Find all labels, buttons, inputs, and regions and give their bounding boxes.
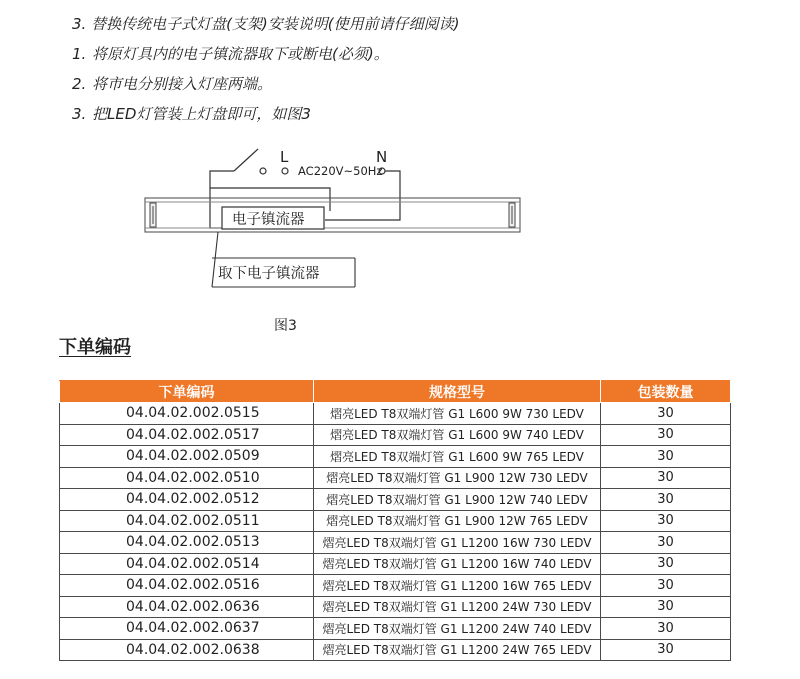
cell-spec: 熠亮LED T8双端灯管 G1 L600 9W 765 LEDV: [314, 446, 601, 468]
cell-qty: 30: [601, 403, 731, 425]
table-row: [60, 532, 731, 554]
table-row: [60, 467, 731, 489]
step-text: 把LED灯管装上灯盘即可，如图3: [92, 105, 311, 123]
installation-instructions: [72, 14, 460, 124]
cell-spec: 熠亮LED T8双端灯管 G1 L600 9W 740 LEDV: [314, 424, 601, 446]
cell-qty: 30: [601, 553, 731, 575]
cell-spec: 熠亮LED T8双端灯管 G1 L900 12W 730 LEDV: [314, 467, 601, 489]
callout-label: 取下电子镇流器: [218, 266, 320, 282]
instruction-step-3: [72, 104, 460, 124]
step-number: 3.: [72, 105, 87, 123]
cell-spec: 熠亮LED T8双端灯管 G1 L1200 16W 765 LEDV: [314, 575, 601, 597]
table-row: [60, 489, 731, 511]
figure-caption: 图3: [274, 318, 297, 334]
header-qty: 包装数量: [601, 381, 731, 403]
instruction-steps: [72, 44, 460, 124]
table-row: [60, 596, 731, 618]
label-n: N: [376, 148, 388, 166]
header-order-code: 下单编码: [60, 381, 314, 403]
cell-order-code: 04.04.02.002.0637: [60, 618, 314, 640]
table-row: [60, 510, 731, 532]
table-row: [60, 575, 731, 597]
step-number: 1.: [72, 45, 87, 63]
voltage-label: AC220V~50Hz: [298, 164, 383, 178]
cell-qty: 30: [601, 510, 731, 532]
cell-order-code: 04.04.02.002.0517: [60, 424, 314, 446]
cell-qty: 30: [601, 446, 731, 468]
table-row: [60, 446, 731, 468]
wiring-diagram: [140, 140, 530, 300]
cell-order-code: 04.04.02.002.0510: [60, 467, 314, 489]
cell-order-code: 04.04.02.002.0509: [60, 446, 314, 468]
cell-order-code: 04.04.02.002.0512: [60, 489, 314, 511]
table-row: [60, 403, 731, 425]
cell-qty: 30: [601, 618, 731, 640]
cell-order-code: 04.04.02.002.0513: [60, 532, 314, 554]
cell-spec: 熠亮LED T8双端灯管 G1 L900 12W 740 LEDV: [314, 489, 601, 511]
cell-spec: 熠亮LED T8双端灯管 G1 L1200 24W 765 LEDV: [314, 639, 601, 661]
label-l: L: [280, 148, 289, 166]
cell-qty: 30: [601, 639, 731, 661]
step-text: 将市电分别接入灯座两端。: [92, 75, 273, 93]
cell-qty: 30: [601, 596, 731, 618]
table-row: [60, 618, 731, 640]
cell-order-code: 04.04.02.002.0514: [60, 553, 314, 575]
cell-spec: 熠亮LED T8双端灯管 G1 L900 12W 765 LEDV: [314, 510, 601, 532]
table-row: [60, 639, 731, 661]
table-row: [60, 424, 731, 446]
cell-order-code: 04.04.02.002.0516: [60, 575, 314, 597]
cell-order-code: 04.04.02.002.0511: [60, 510, 314, 532]
cell-spec: 熠亮LED T8双端灯管 G1 L1200 24W 730 LEDV: [314, 596, 601, 618]
cell-order-code: 04.04.02.002.0636: [60, 596, 314, 618]
cell-qty: 30: [601, 424, 731, 446]
cell-qty: 30: [601, 575, 731, 597]
cell-spec: 熠亮LED T8双端灯管 G1 L1200 16W 730 LEDV: [314, 532, 601, 554]
instructions-heading: 3. 替换传统电子式灯盘(支架)安装说明(使用前请仔细阅读): [72, 15, 460, 33]
section-title: 下单编码: [59, 337, 131, 358]
table-header-row: [60, 381, 731, 403]
ballast-label: 电子镇流器: [232, 212, 305, 228]
table-row: [60, 553, 731, 575]
header-spec: 规格型号: [314, 381, 601, 403]
instruction-step-2: [72, 74, 460, 94]
cell-qty: 30: [601, 532, 731, 554]
cell-spec: 熠亮LED T8双端灯管 G1 L600 9W 730 LEDV: [314, 403, 601, 425]
step-text: 将原灯具内的电子镇流器取下或断电(必须)。: [92, 45, 389, 63]
cell-order-code: 04.04.02.002.0515: [60, 403, 314, 425]
cell-order-code: 04.04.02.002.0638: [60, 639, 314, 661]
cell-spec: 熠亮LED T8双端灯管 G1 L1200 16W 740 LEDV: [314, 553, 601, 575]
lamp-fixture: [145, 198, 520, 232]
cell-spec: 熠亮LED T8双端灯管 G1 L1200 24W 740 LEDV: [314, 618, 601, 640]
step-number: 2.: [72, 75, 87, 93]
order-code-table: [59, 380, 731, 661]
cell-qty: 30: [601, 489, 731, 511]
instruction-step-1: [72, 44, 460, 64]
cell-qty: 30: [601, 467, 731, 489]
